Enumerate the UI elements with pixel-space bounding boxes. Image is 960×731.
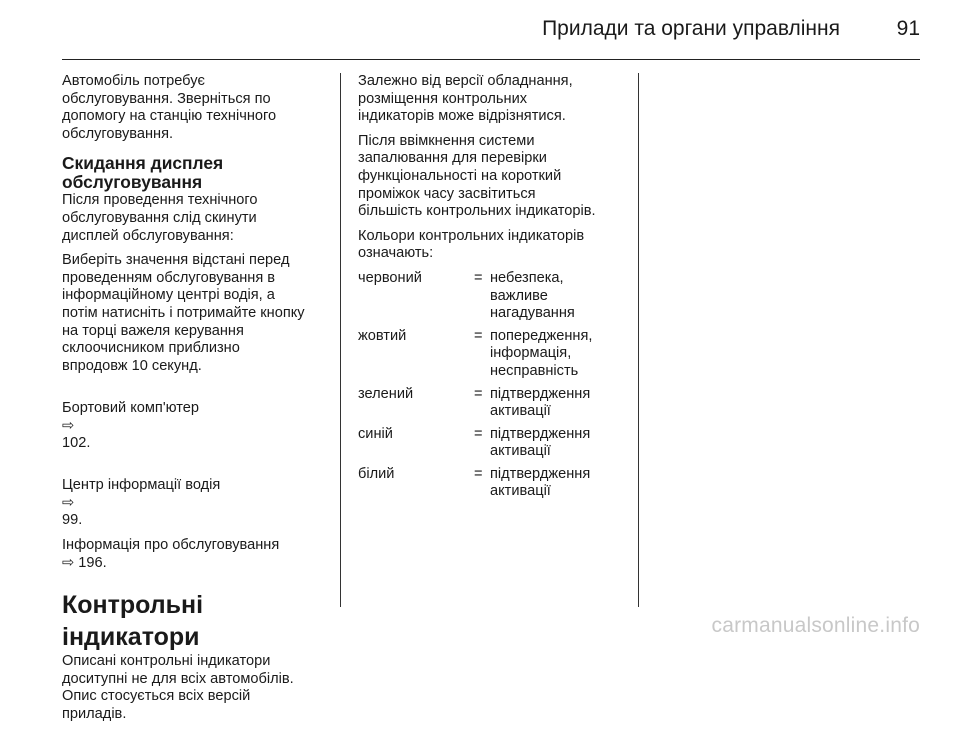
reference-text: Центр інформації водія — [62, 477, 221, 494]
header-rule — [62, 59, 920, 60]
colour-meaning: небезпека, важливе нагадування — [490, 269, 575, 322]
indicators-availability-paragraph: Описані контрольні індикатори доситупні не для всіх автомобілів. Опис стосується всіх версій приладів. — [62, 653, 294, 723]
page-reference-icon: ⇨ — [62, 417, 75, 434]
table-row — [358, 270, 592, 328]
cross-reference-service-information — [62, 537, 330, 572]
indicator-test-paragraph: Після ввімкнення системи запалювання для перевірки функціональності на короткий проміжок часу засвітиться більшість контрольних індикаторів. — [358, 132, 596, 220]
colour-meaning: підтвердження активації — [490, 465, 591, 500]
table-row — [358, 386, 592, 426]
reference-text: Бортовий комп'ютер — [62, 399, 200, 416]
table-row — [358, 466, 592, 506]
header-title: Прилади та органи управління — [542, 17, 840, 40]
colour-name: зелений — [358, 385, 414, 402]
colour-name: синій — [358, 425, 393, 442]
reference-page: 102. — [62, 435, 91, 452]
cross-reference-driver-info-centre — [62, 460, 330, 530]
column-divider — [340, 73, 341, 607]
column-middle — [358, 73, 626, 506]
reset-intro-paragraph: Після проведення технічного обслуговування слід скинути дисплей обслуговування: — [62, 192, 258, 244]
page-reference-icon: ⇨ — [62, 554, 75, 571]
reference-page: 99. — [62, 512, 83, 529]
service-needed-paragraph: Автомобіль потребує обслуговування. Зверніться по допомогу на станцію технічного обслуговування. — [62, 73, 277, 142]
column-divider — [638, 73, 639, 607]
equals-sign: = — [474, 327, 483, 344]
indicator-colours-intro: Кольори контрольних індикаторів означають: — [358, 227, 585, 262]
equals-sign: = — [474, 269, 483, 286]
page-header — [62, 0, 920, 58]
section-heading-control-indicators: Контрольні індикатори — [62, 591, 204, 652]
colour-name: білий — [358, 465, 395, 482]
reset-instructions-paragraph: Виберіть значення відстані перед проведенням обслуговування в інформаційному центрі водія, а потім натисніть і потримайте кнопку на торці важеля керування склоочисником приблизно впродовж 10 секунд. — [62, 252, 305, 374]
table-row — [358, 328, 592, 386]
equals-sign: = — [474, 465, 483, 482]
reference-page: 196. — [78, 554, 107, 571]
equals-sign: = — [474, 385, 483, 402]
page-reference-icon: ⇨ — [62, 494, 75, 511]
colour-meaning: підтвердження активації — [490, 425, 591, 460]
colour-name: жовтий — [358, 327, 407, 344]
reference-text: Інформація про обслуговування — [62, 537, 280, 554]
equals-sign: = — [474, 425, 483, 442]
indicator-colours-table — [358, 270, 592, 506]
colour-name: червоний — [358, 269, 422, 286]
page-number: 91 — [896, 17, 920, 40]
colour-meaning: підтвердження активації — [490, 385, 591, 420]
indicator-placement-paragraph: Залежно від версії обладнання, розміщення контрольних індикаторів може відрізнятися. — [358, 73, 573, 125]
colour-meaning: попередження, інформація, несправність — [490, 327, 593, 379]
column-left — [62, 73, 330, 731]
cross-reference-trip-computer — [62, 382, 330, 452]
watermark: carmanualsonline.info — [711, 614, 920, 637]
table-row — [358, 426, 592, 466]
section-heading-reset-service-display: Скидання дисплея обслуговування — [62, 153, 224, 193]
